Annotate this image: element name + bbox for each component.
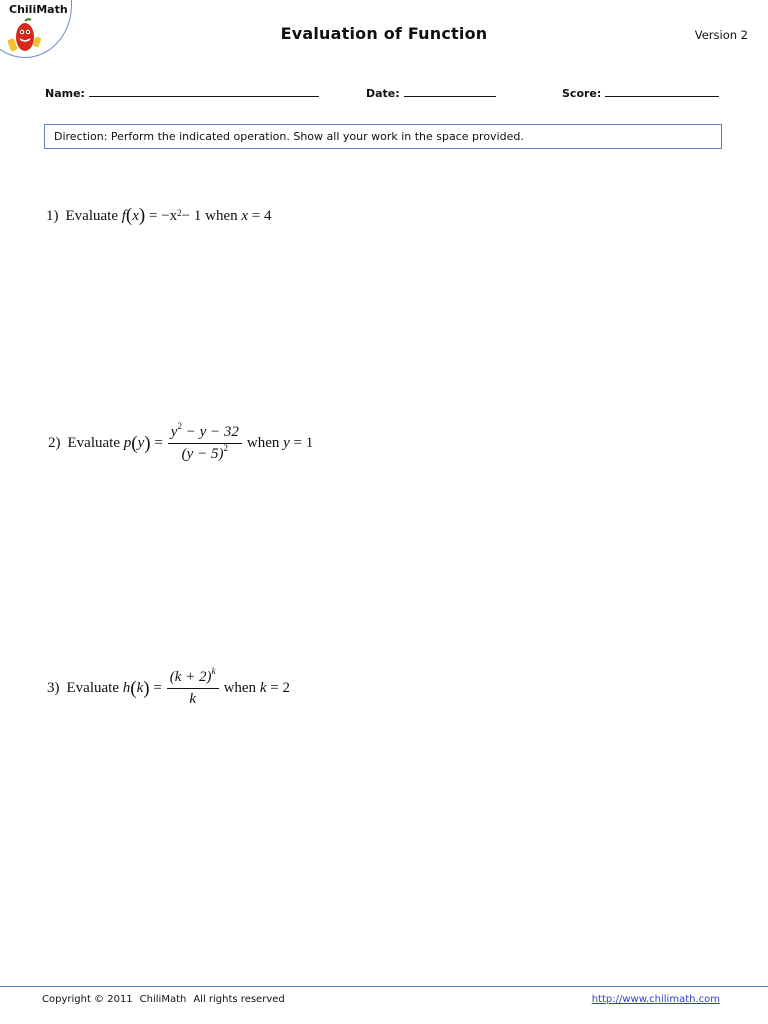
problem-3: 3) Evaluate h ( k ) = $\frac{(k + 2)^k}{k}$ when k = 2 <box>47 666 290 707</box>
problem-verb: Evaluate <box>67 435 120 451</box>
function-variable: x <box>132 207 139 224</box>
exponent: 2 <box>177 208 182 218</box>
rights-text: All rights reserved <box>193 994 285 1005</box>
problem-number: 3) <box>47 680 60 696</box>
condition-value: = 2 <box>270 680 290 696</box>
problem-1: 1) Evaluate f ( x ) = −x $^2$ − 1 when x = 4 <box>46 205 272 226</box>
problem-verb: Evaluate <box>65 207 118 224</box>
score-blank[interactable] <box>605 86 719 97</box>
when-word: when <box>223 680 257 696</box>
name-label: Name: <box>45 87 85 100</box>
fraction <box>168 421 242 463</box>
function-name: p <box>123 435 132 451</box>
page-title: Evaluation of Function <box>280 24 488 43</box>
condition-value: = 4 <box>251 207 272 224</box>
when-word: when <box>246 435 280 451</box>
function-variable: k <box>136 680 144 696</box>
problem-verb: Evaluate <box>66 680 119 696</box>
copyright <box>42 994 292 1005</box>
version-label: Version 2 <box>694 28 748 42</box>
website-link[interactable]: http://www.chilimath.com <box>591 994 720 1005</box>
copyright-text: Copyright © 2011 <box>42 994 133 1005</box>
denominator: $(y - 5)^2$ <box>181 443 228 462</box>
numerator: $(k + 2)^k$ <box>167 669 219 689</box>
footer-divider <box>0 986 768 987</box>
date-label: Date: <box>366 87 400 100</box>
condition-variable: x <box>241 207 249 224</box>
when-word: when <box>205 207 238 224</box>
condition-value: = 1 <box>293 435 314 451</box>
date-blank[interactable] <box>404 86 496 97</box>
problem-number: 2) <box>48 435 61 451</box>
name-field[interactable] <box>45 86 319 100</box>
expression: = −x <box>148 207 178 224</box>
logo-text: ChiliMath <box>9 3 68 16</box>
function-name: h <box>122 680 131 696</box>
numerator: $y^2 - y - 32$ <box>168 424 242 444</box>
problem-number: 1) <box>46 207 59 224</box>
footer-brand: ChiliMath <box>139 994 187 1005</box>
denominator: k <box>189 691 196 707</box>
direction-box: Direction: Perform the indicated operation. Show all your work in the space provided. <box>44 124 722 149</box>
fraction <box>167 666 219 708</box>
function-variable: y <box>137 435 145 451</box>
score-field[interactable] <box>562 86 719 100</box>
score-label: Score: <box>562 87 602 100</box>
problem-2: 2) Evaluate p ( y ) = $\frac{y^2 - y - 32}{(y - 5)^2}$ when y = 1 <box>48 421 314 462</box>
condition-variable: k <box>259 680 267 696</box>
function-name: f <box>121 207 126 224</box>
date-field[interactable] <box>366 86 496 100</box>
condition-variable: y <box>283 435 290 451</box>
expression-tail: − 1 <box>181 207 202 224</box>
name-blank[interactable] <box>89 86 319 97</box>
